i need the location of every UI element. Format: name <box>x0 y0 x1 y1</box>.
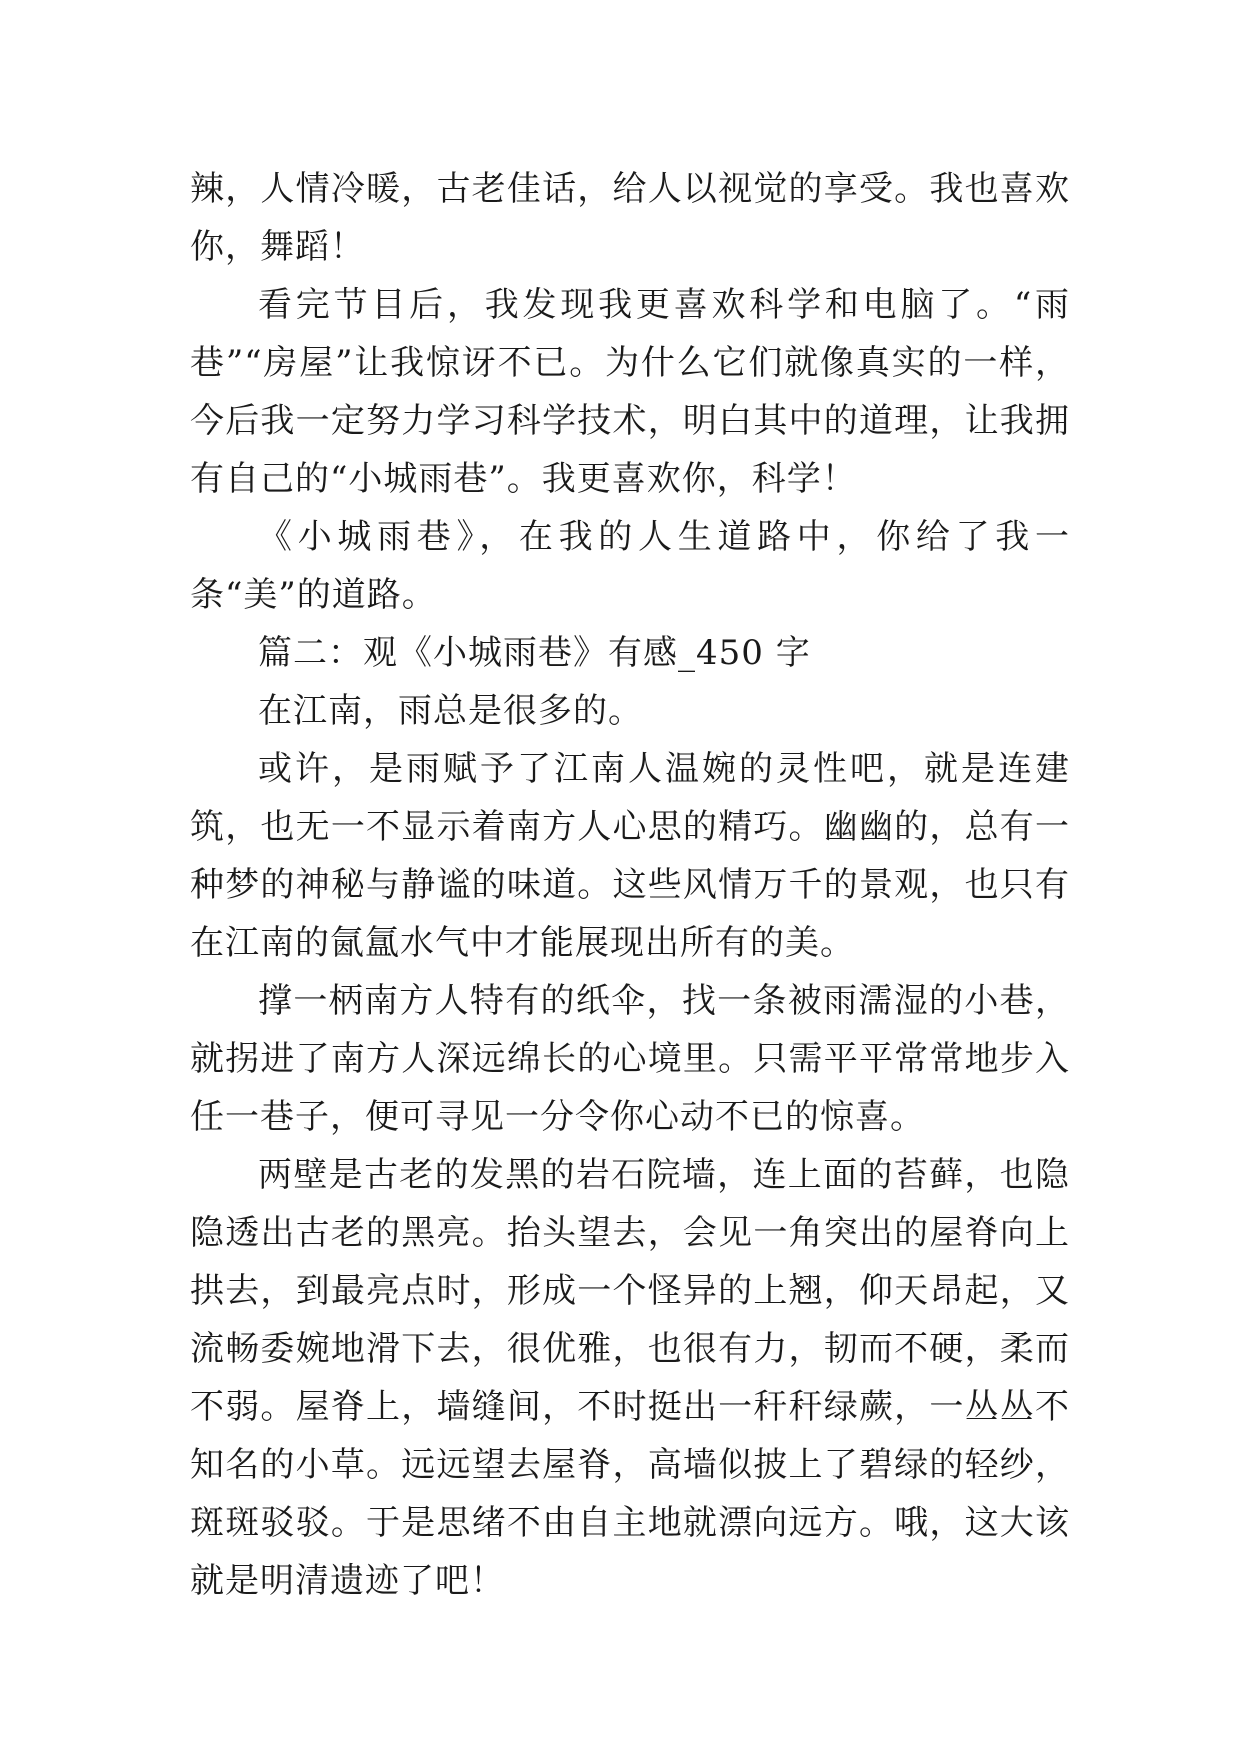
paragraph-6: 或许，是雨赋予了江南人温婉的灵性吧，就是连建筑，也无一不显示着南方人心思的精巧。幽幽的，总有一种梦的神秘与静谧的味道。这些风情万千的景观，也只有在江南的氤氲水气中才能展现出所有的美。 <box>190 749 1070 963</box>
paragraph-8: 两壁是古老的发黑的岩石院墙，连上面的苔藓，也隐隐透出古老的黑亮。抬头望去，会见一角突出的屋脊向上拱去，到最亮点时，形成一个怪异的上翘，仰天昂起，又流畅委婉地滑下去，很优雅，也很有力，韧而不硬，柔而不弱。屋脊上，墙缝间，不时挺出一秆秆绿蕨，一丛丛不知名的小草。远远望去屋脊，高墙似披上了碧绿的轻纱，斑斑驳驳。于是思绪不由自主地就漂向远方。哦，这大该就是明清遗迹了吧！ <box>190 1155 1070 1601</box>
document-body <box>190 160 1070 1610</box>
paragraph-2: 看完节目后，我发现我更喜欢科学和电脑了。“雨巷”“房屋”让我惊讶不已。为什么它们就像真实的一样，今后我一定努力学习科学技术，明白其中的道理，让我拥有自己的“小城雨巷”。我更喜欢你，科学！ <box>190 285 1070 499</box>
paragraph-5: 在江南，雨总是很多的。 <box>258 691 643 731</box>
paragraph-1: 辣，人情冷暖，古老佳话，给人以视觉的享受。我也喜欢你，舞蹈！ <box>190 169 1070 267</box>
paragraph-3: 《小城雨巷》，在我的人生道路中，你给了我一条“美”的道路。 <box>190 517 1070 615</box>
section-heading: 篇二：观《小城雨巷》有感_450 字 <box>258 633 811 673</box>
paragraph-7: 撑一柄南方人特有的纸伞，找一条被雨濡湿的小巷，就拐进了南方人深远绵长的心境里。只需平平常常地步入任一巷子，便可寻见一分令你心动不已的惊喜。 <box>190 981 1070 1137</box>
